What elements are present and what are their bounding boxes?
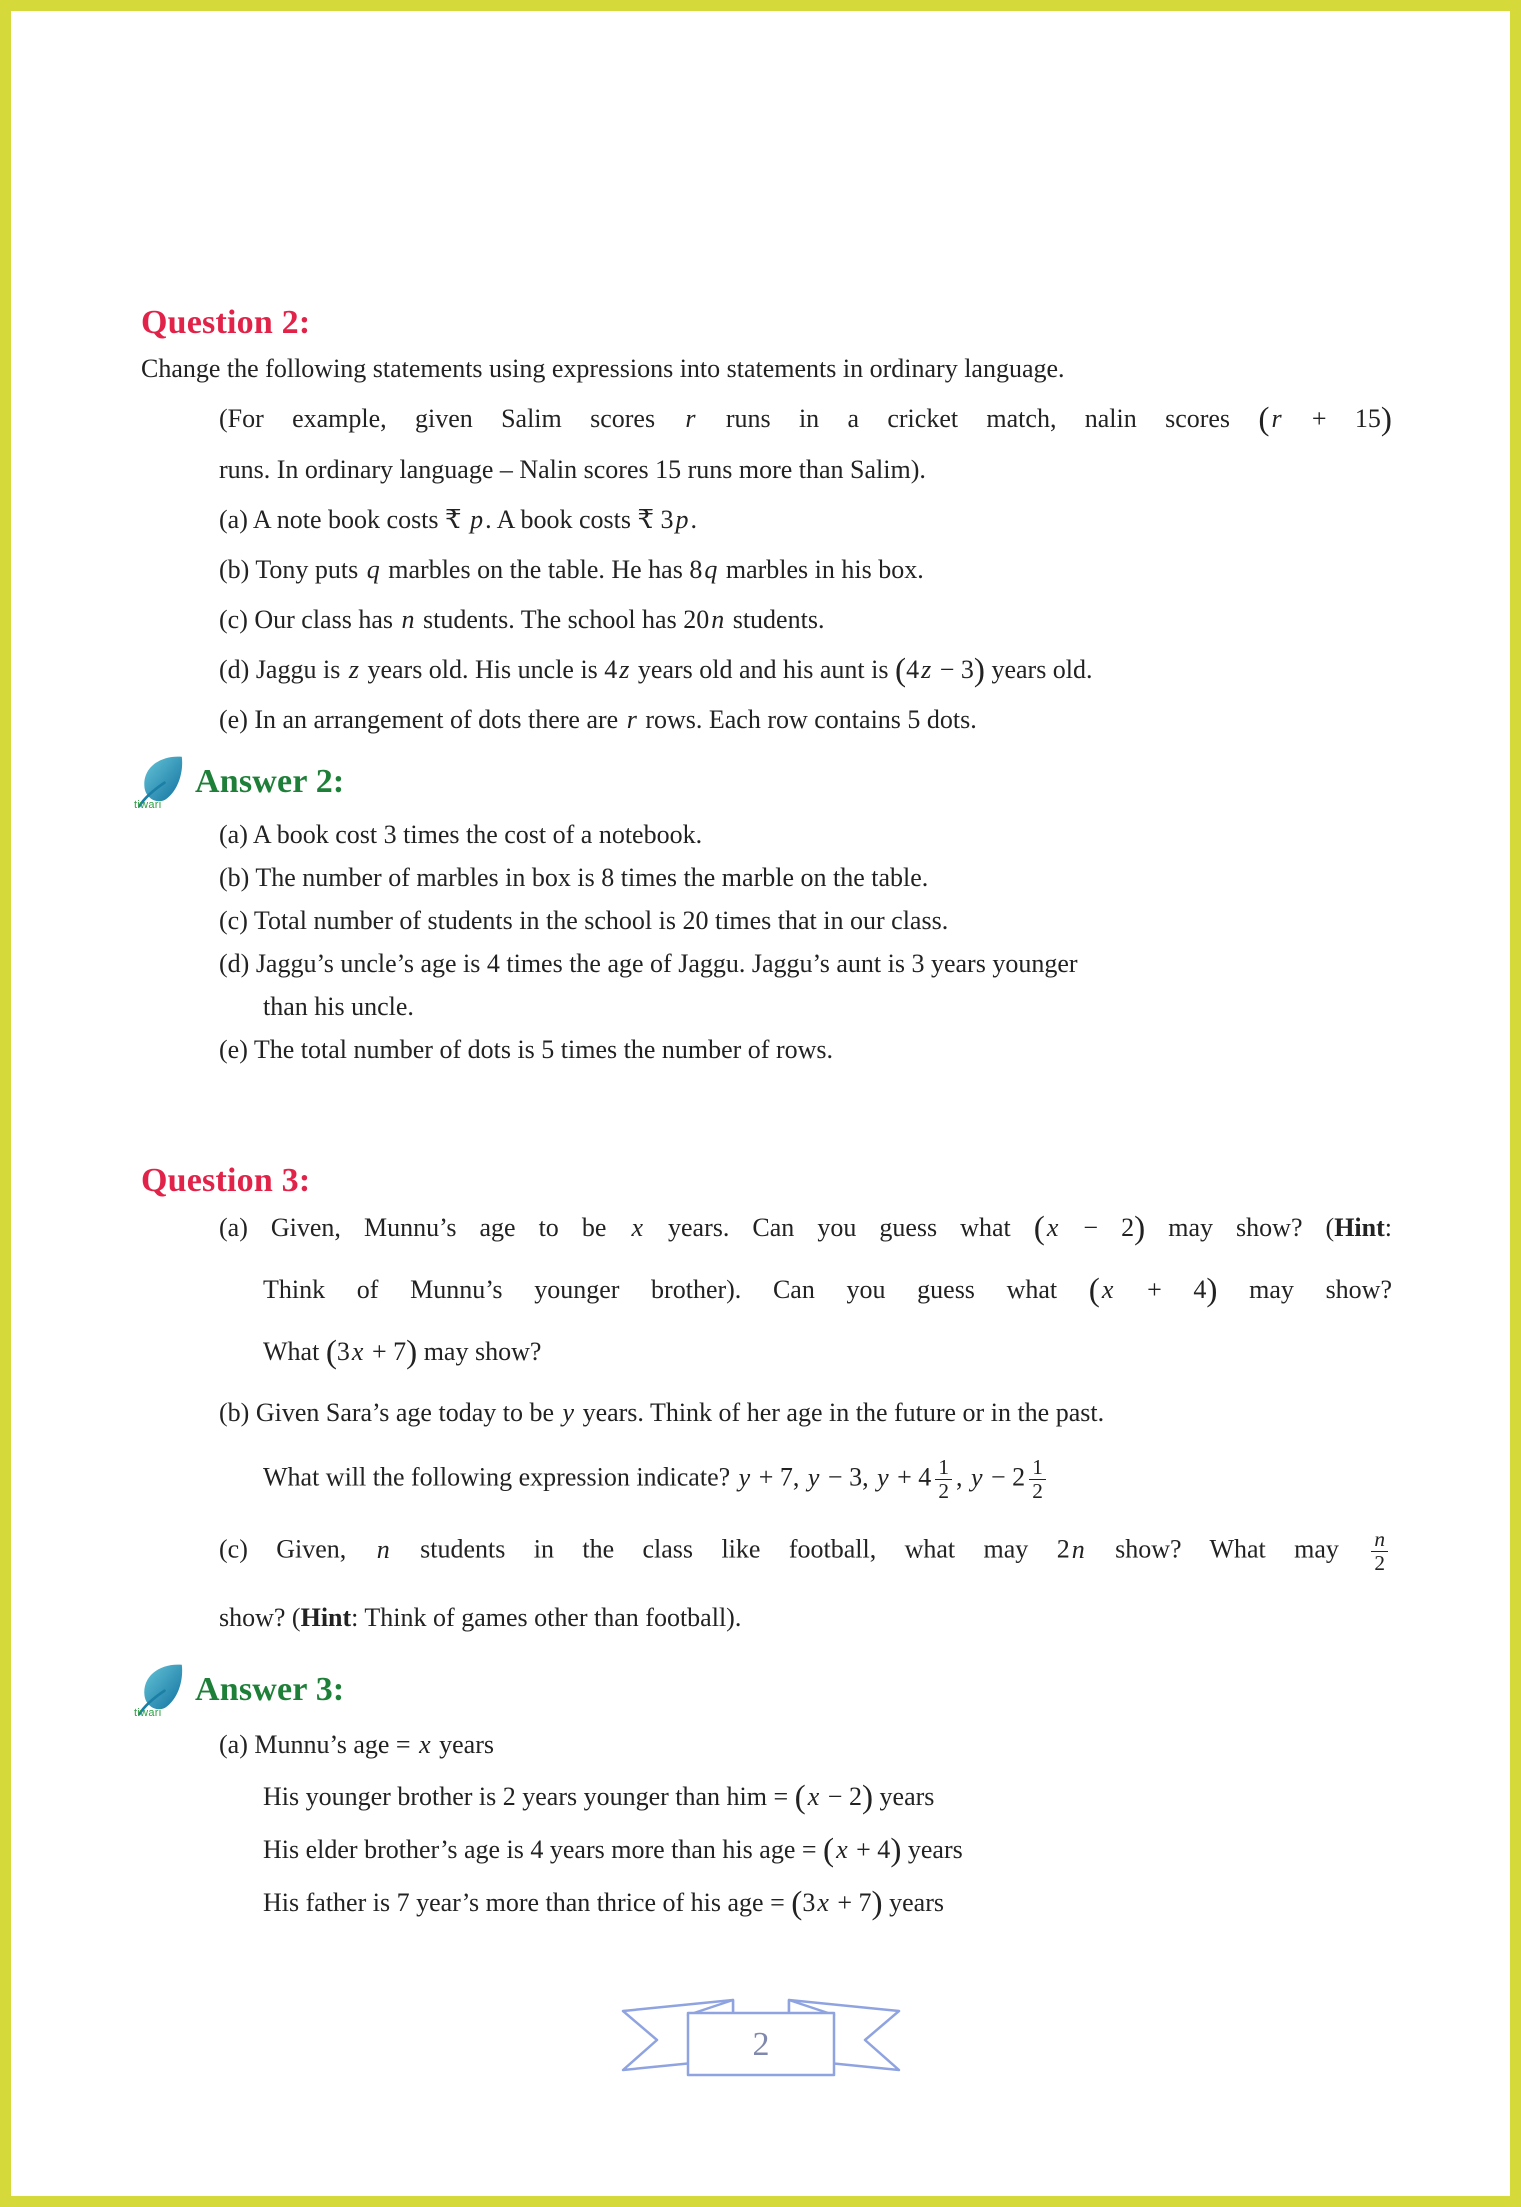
text-line: (d) Jaggu’s uncle’s age is 4 times the age of Jaggu. Jaggu’s aunt is 3 years younger [219, 949, 1078, 979]
math-variable: z [619, 654, 630, 684]
text-line: His younger brother is 2 years younger than him = (x − 2) years [263, 1779, 935, 1816]
answer-3-heading: Answer 3: [195, 1671, 345, 1709]
math-variable: n [1071, 1534, 1085, 1564]
tiwari-leaf-icon [135, 1661, 187, 1719]
text-line: What will the following expression indicate? y + 7, y − 3, y + 4 $\frac{1}{2}$ , y − 2 $\frac{1}{2}$ [141, 1456, 1392, 1503]
question-3-section [141, 1161, 1392, 1636]
text-line: (b) Tony puts q marbles on the table. He has 8q marbles in his box. [219, 554, 924, 584]
page-number-ribbon [611, 1993, 911, 2090]
answer-3-section [134, 1661, 1392, 1922]
text-line: Change the following statements using expressions into statements in ordinary language. [141, 354, 1065, 383]
fraction: $\frac{1}{2}$ [1029, 1456, 1046, 1503]
fraction: $\frac{1}{2}$ [935, 1456, 952, 1503]
math-variable: x [351, 1336, 364, 1366]
text-line: (a) A book cost 3 times the cost of a notebook. [219, 820, 703, 850]
brand-watermark: tiwari [134, 1707, 162, 1720]
big-paren: ) [890, 1831, 902, 1869]
text-line: runs. In ordinary language – Nalin scores 15 runs more than Salim). [219, 454, 926, 484]
text-line: His elder brother’s age is 4 years more than his age = (x + 4) years [263, 1831, 963, 1869]
text-line: show? (Hint: Think of games other than football). [219, 1603, 742, 1633]
math-variable: r [685, 404, 696, 433]
math-variable: y [738, 1462, 751, 1492]
page-number: 2 [752, 2026, 769, 2063]
text-line: (c) Given, n students in the class like football, what may 2n show? What may $\frac{n}{2}$ [141, 1528, 1392, 1575]
math-variable: x [836, 1835, 848, 1864]
big-paren: ( [794, 1779, 806, 1816]
math-variable: x [817, 1887, 829, 1917]
text-line: (e) The total number of dots is 5 times the number of rows. [219, 1035, 834, 1065]
text-line: (c) Total number of students in the school is 20 times that in our class. [219, 906, 949, 936]
math-variable: x [1101, 1274, 1114, 1304]
math-variable: y [807, 1462, 820, 1492]
math-variable: y [877, 1462, 889, 1492]
math-variable: n [376, 1534, 390, 1564]
math-variable: y [562, 1398, 575, 1428]
answer-3-heading-row [134, 1661, 1392, 1720]
text-line: (e) In an arrangement of dots there are r rows. Each row contains 5 dots. [219, 705, 977, 735]
text-line: (b) Given Sara’s age today to be y years. Think of her age in the future or in the past. [219, 1398, 1105, 1428]
big-paren: ( [1033, 1209, 1045, 1247]
math-variable: q [704, 554, 718, 584]
big-paren: ( [1258, 400, 1270, 438]
big-paren: ) [973, 651, 985, 689]
question-2-heading-row [141, 303, 1392, 343]
big-paren: ) [406, 1333, 418, 1371]
big-paren: ) [861, 1779, 874, 1816]
ribbon-banner-icon [611, 1993, 911, 2085]
math-variable: y [970, 1462, 983, 1492]
text-line: (a) Munnu’s age = x years [219, 1730, 494, 1760]
big-paren: ) [1134, 1209, 1146, 1247]
math-variable: z [921, 654, 932, 684]
math-variable: x [631, 1213, 643, 1243]
question-3-heading: Question 3: [141, 1162, 311, 1200]
text-line: What (3x + 7) may show? [263, 1333, 542, 1371]
tiwari-leaf-icon [135, 753, 187, 811]
text-line: than his uncle. [263, 992, 414, 1022]
question-2-heading: Question 2: [141, 304, 311, 341]
answer-2-section [134, 753, 1392, 1065]
text-line: Think of Munnu’s younger brother). Can you guess what (x + 4) may show? [263, 1271, 1393, 1309]
big-paren: ( [791, 1884, 803, 1922]
text-line: (c) Our class has n students. The school has 20n students. [219, 604, 825, 634]
answer-2-heading-row [134, 753, 1392, 812]
question-2-section [141, 303, 1392, 737]
math-variable: x [419, 1730, 431, 1760]
big-paren: ( [823, 1831, 835, 1869]
math-variable: n [401, 604, 415, 634]
document-content [11, 11, 1510, 1920]
math-variable: n [711, 604, 725, 634]
math-variable: p [675, 504, 689, 534]
math-variable: p [470, 504, 484, 534]
math-variable: r [626, 705, 637, 735]
big-paren: ( [325, 1333, 337, 1371]
text-line: (For example, given Salim scores r runs in a cricket match, nalin scores (r + 15) [219, 400, 1392, 438]
text-line: (a) A note book costs ₹ p. A book costs ₹ 3p. [219, 504, 698, 534]
sections [134, 303, 1393, 1922]
brand-watermark: tiwari [134, 799, 162, 812]
bold-text: Hint [300, 1603, 352, 1633]
bold-text: Hint [1334, 1213, 1385, 1243]
text-line: (a) Given, Munnu’s age to be x years. Can you guess what (x − 2) may show? (Hint: [219, 1209, 1393, 1247]
math-variable: z [348, 654, 359, 684]
big-paren: ) [871, 1884, 883, 1922]
answer-2-heading: Answer 2: [195, 763, 345, 801]
math-variable: x [1046, 1213, 1059, 1243]
big-paren: ( [895, 651, 907, 689]
text-line: His father is 7 year’s more than thrice of his age = (3x + 7) years [263, 1884, 944, 1922]
text-line: (d) Jaggu is z years old. His uncle is 4z years old and his aunt is (4z − 3) years old. [219, 651, 1093, 689]
big-paren: ) [1380, 400, 1392, 438]
fraction: $\frac{n}{2}$ [1371, 1528, 1388, 1575]
math-variable: x [807, 1782, 820, 1812]
math-variable: q [366, 554, 380, 584]
big-paren: ( [1088, 1271, 1100, 1309]
text-line: (b) The number of marbles in box is 8 times the marble on the table. [219, 863, 929, 893]
question-3-heading-row [141, 1161, 1392, 1201]
math-variable: r [1271, 404, 1282, 433]
big-paren: ) [1206, 1271, 1218, 1309]
